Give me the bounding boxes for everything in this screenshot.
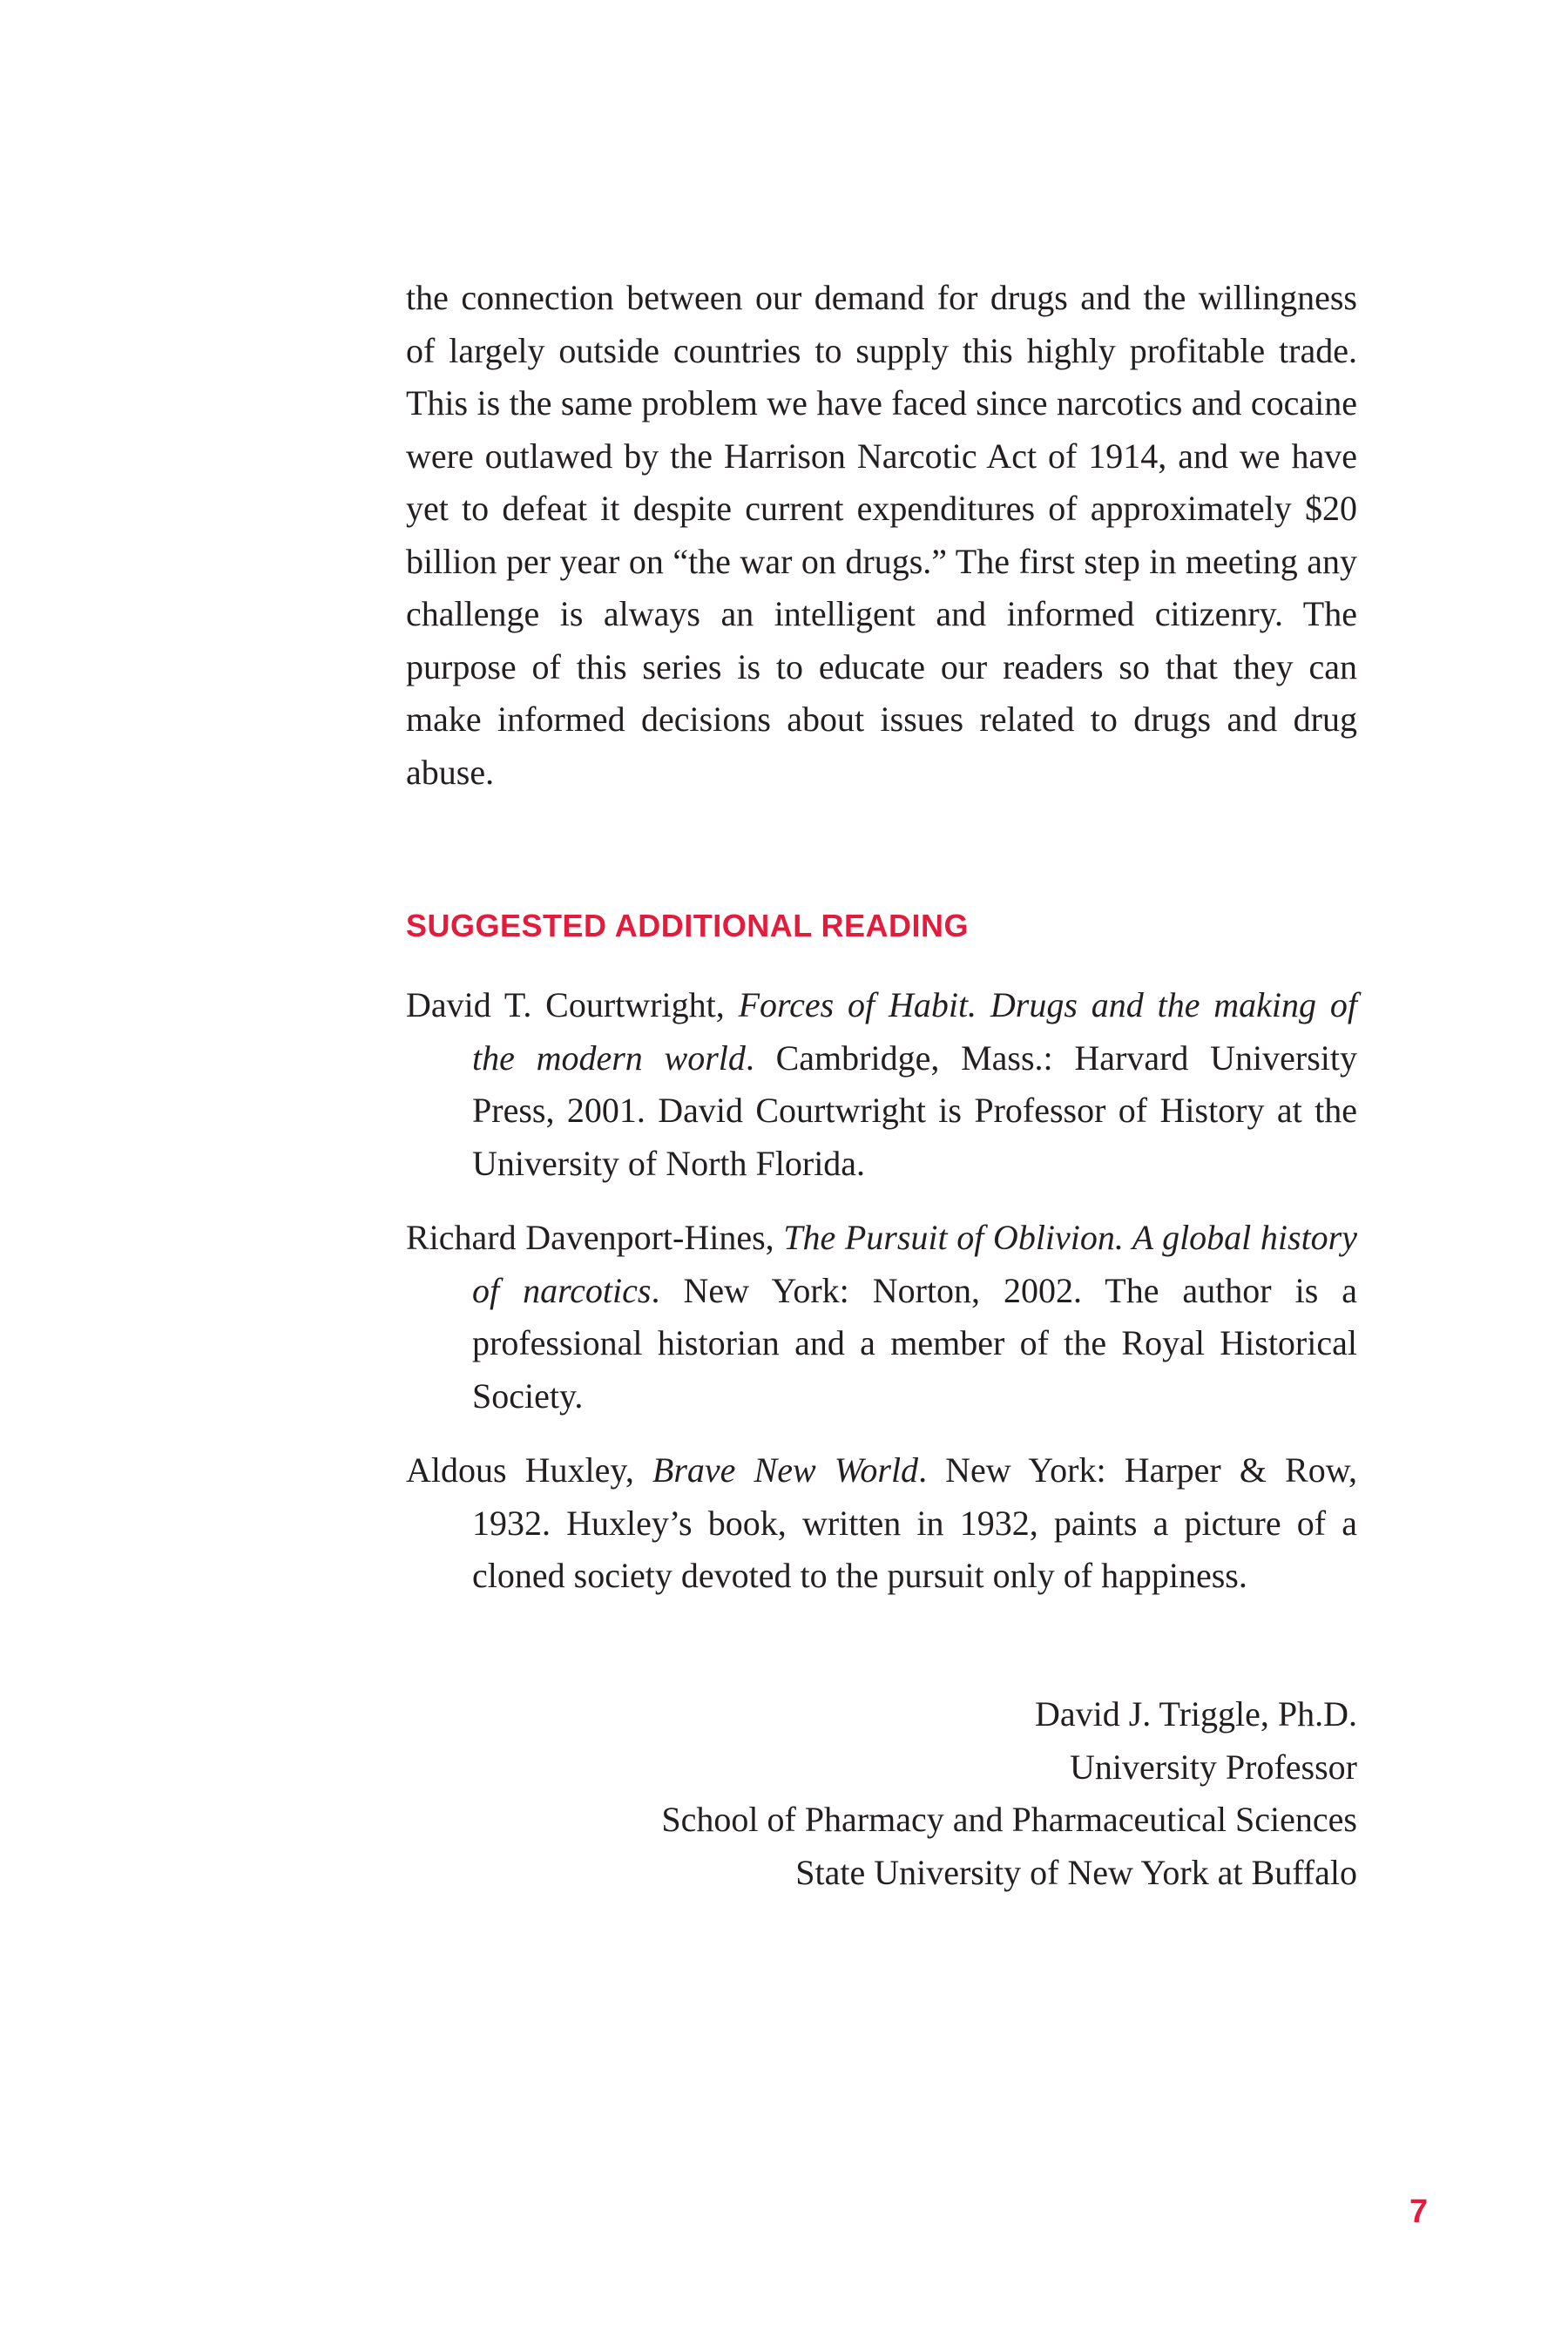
signature-university: State University of New York at Buffalo (795, 1852, 1357, 1892)
section-heading: SUGGESTED ADDITIONAL READING (406, 908, 970, 943)
body-paragraph: the connection between our demand for drugs and the willingness of largely outside countries to supply this highly profitable trade. This is the same problem we have faced since narcotics and cocaine were outlawed by the Harrison Narcotic Act of 1914, and we have yet to defeat it despite current expenditures of approximately $20 billion per year on “the war on drugs.” The first step in meeting any challenge is always an intelligent and informed citizenry. The purpose of this series is to educate our readers so that they can make informed decisions about issues related to drugs and drug abuse. (406, 278, 1357, 792)
reading-entry (406, 1212, 1357, 1423)
entry-title: The Pursuit of Oblivion. A global history of narcotics (472, 1218, 1357, 1310)
signature-position: University Professor (1070, 1747, 1357, 1787)
entry-details: . New York: Norton, 2002. The author is a professional historian and a member of the Royal Historical Society. (472, 1270, 1357, 1416)
page-number: 7 (1409, 2193, 1429, 2230)
entry-details: . Cambridge, Mass.: Harvard University Press, 2001. David Courtwright is Professor of History at the University of North Florida. (472, 1037, 1357, 1183)
entry-title: Forces of Habit. Drugs and the making of the modern world (472, 985, 1357, 1078)
signature-school: School of Pharmacy and Pharmaceutical Sciences (661, 1800, 1357, 1839)
reading-list (406, 979, 1357, 1625)
signature-block (661, 1688, 1357, 1899)
entry-title: Brave New World (652, 1450, 919, 1490)
signature-name: David J. Triggle, Ph.D. (1034, 1694, 1357, 1734)
entry-author: Richard Davenport-Hines, (406, 1218, 784, 1257)
reading-entry (406, 1444, 1357, 1603)
entry-author: Aldous Huxley, (406, 1450, 652, 1490)
entry-author: David T. Courtwright, (406, 985, 739, 1024)
reading-entry (406, 979, 1357, 1190)
entry-details: . New York: Harper & Row, 1932. Huxley’s book, written in 1932, paints a picture of a cloned society devoted to the pursuit only of happiness. (472, 1450, 1357, 1595)
text-column (406, 272, 1357, 1892)
